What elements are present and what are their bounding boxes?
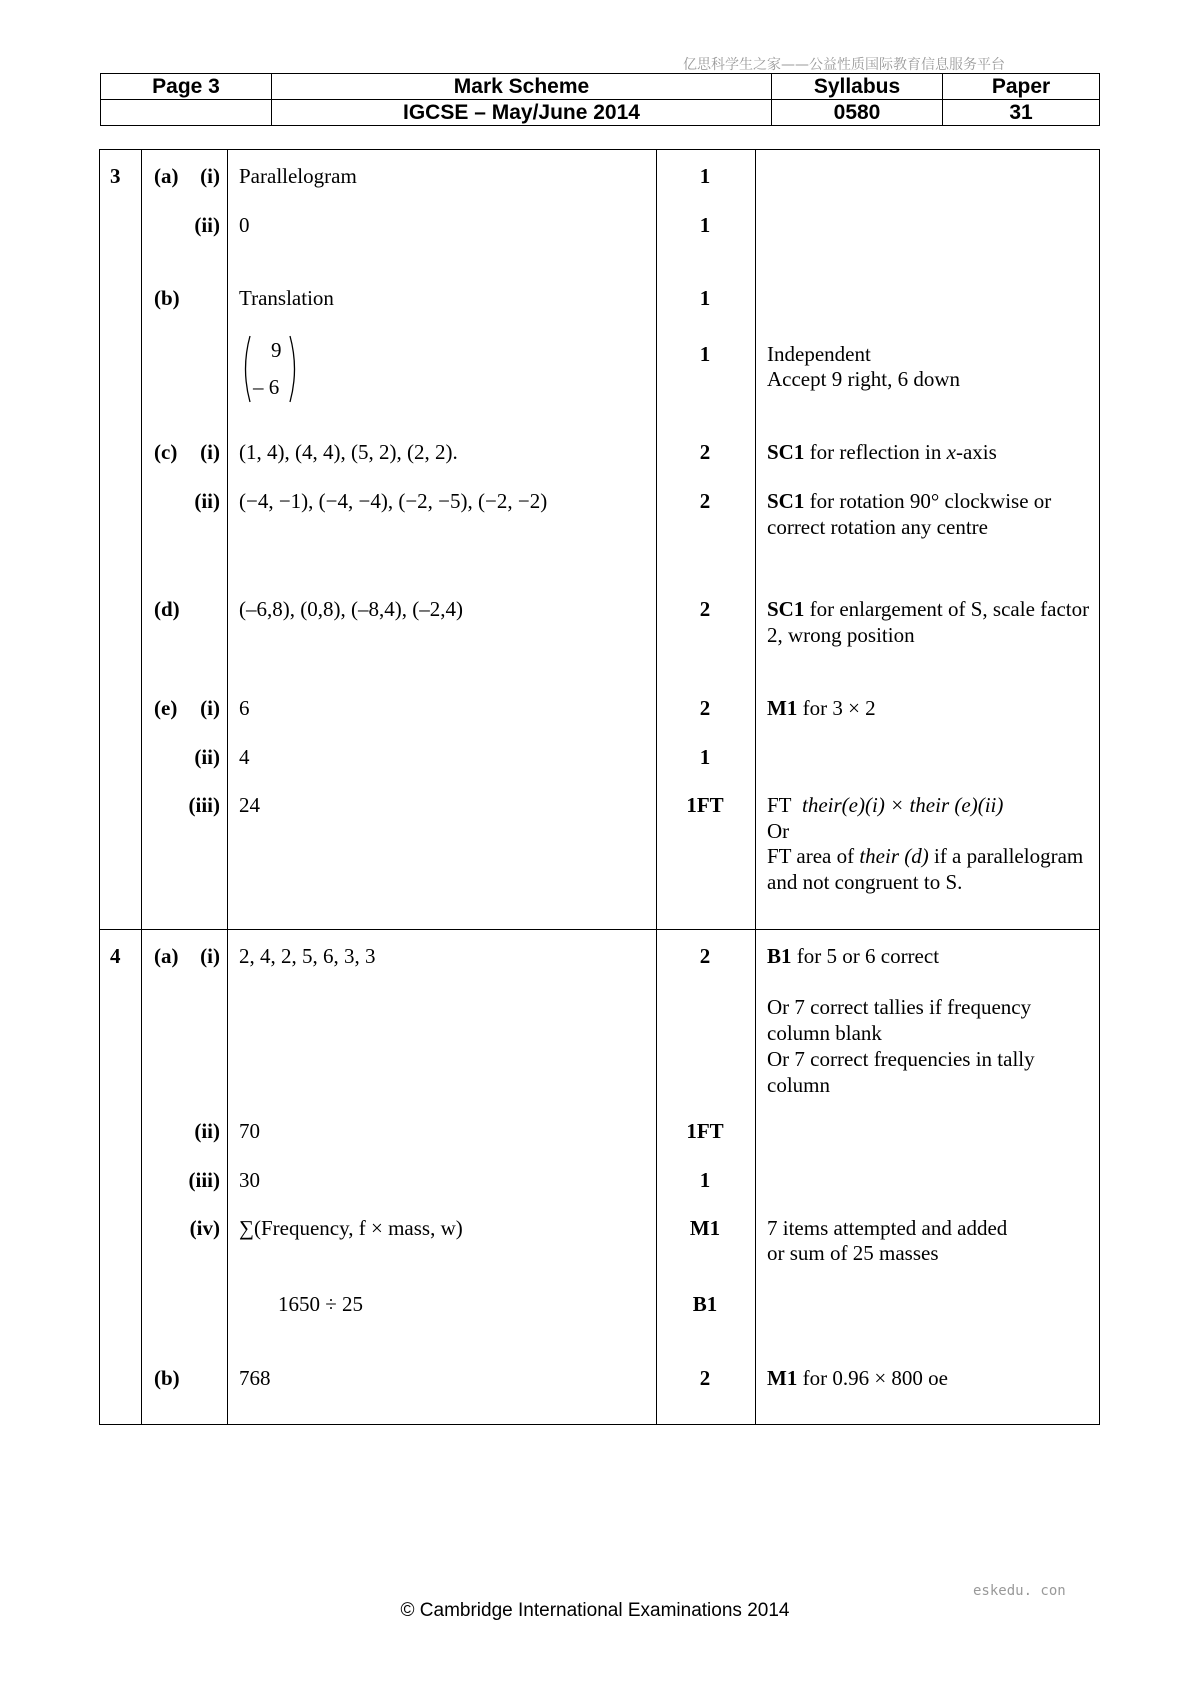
subpart-label: (iv)	[189, 1216, 220, 1240]
answer: 30	[239, 1168, 260, 1192]
subpart-label: (i)	[200, 440, 220, 464]
part-label: (d)	[154, 597, 180, 621]
mark: 1FT	[686, 793, 724, 817]
subpart-label: (ii)	[194, 489, 220, 513]
question-number: 4	[110, 944, 121, 968]
watermark-top: 亿思科学生之家——公益性质国际教育信息服务平台	[683, 57, 1005, 73]
subpart-label: (ii)	[194, 745, 220, 769]
comment: B1 for 5 or 6 correct	[767, 944, 940, 968]
comment: Or	[767, 819, 790, 843]
header-syllabus: 0580	[772, 100, 943, 126]
subpart-label: (ii)	[194, 213, 220, 237]
mark: 2	[699, 1366, 711, 1390]
mark: M1	[689, 1216, 721, 1240]
mark: 1	[699, 286, 711, 310]
answer: ∑(Frequency, f × mass, w)	[239, 1216, 463, 1240]
comment: Accept 9 right, 6 down	[767, 367, 961, 391]
answer: (1, 4), (4, 4), (5, 2), (2, 2).	[239, 440, 458, 464]
mark: 2	[699, 696, 711, 720]
mark: 1	[699, 213, 711, 237]
answer: 2, 4, 2, 5, 6, 3, 3	[239, 944, 376, 968]
comment: FT their(e)(i) × their (e)(ii)	[767, 793, 1004, 817]
subpart-label: (iii)	[188, 793, 220, 817]
mark: 1	[699, 164, 711, 188]
footer-copyright: © Cambridge International Examinations 2014	[400, 1600, 790, 1621]
mark: 2	[699, 944, 711, 968]
mark: 2	[699, 597, 711, 621]
answer: 4	[239, 745, 250, 769]
mark: 1	[699, 342, 711, 366]
comment: FT area of their (d) if a parallelogram and not congruent to S.	[767, 844, 1084, 894]
vector-top: 9	[271, 338, 282, 362]
answer: (–6,8), (0,8), (–8,4), (–2,4)	[239, 597, 463, 621]
mark: 2	[699, 440, 711, 464]
mark: 1	[699, 745, 711, 769]
part-label: (c)	[154, 440, 178, 464]
subpart-label: (i)	[200, 944, 220, 968]
answer: 0	[239, 213, 250, 237]
comment: SC1 for enlargement of S, scale factor 2, wrong position	[767, 597, 1090, 647]
comment: Independent	[767, 342, 871, 366]
part-label: (b)	[154, 286, 180, 310]
header-blank	[101, 100, 272, 126]
header-table	[100, 73, 1100, 126]
column-divider	[227, 149, 228, 1425]
question-number: 3	[110, 164, 121, 188]
row-divider	[99, 929, 1100, 930]
comment: or sum of 25 masses	[767, 1241, 939, 1265]
subpart-label: (ii)	[194, 1119, 220, 1143]
mark: B1	[692, 1292, 718, 1316]
comment: Or 7 correct tallies if frequency column blank	[767, 995, 1032, 1045]
mark: 1FT	[686, 1119, 724, 1143]
answer: 768	[239, 1366, 271, 1390]
comment: SC1 for reflection in x-axis	[767, 440, 997, 464]
mark: 1	[699, 1168, 711, 1192]
header-paper: 31	[943, 100, 1100, 126]
answer: 70	[239, 1119, 260, 1143]
subpart-label: (i)	[200, 164, 220, 188]
column-divider	[755, 149, 756, 1425]
header-title: Mark Scheme	[272, 74, 772, 100]
watermark-bottom: eskedu. con	[973, 1583, 1066, 1599]
part-label: (a)	[154, 944, 179, 968]
subpart-label: (iii)	[188, 1168, 220, 1192]
header-syllabus-label: Syllabus	[772, 74, 943, 100]
part-label: (b)	[154, 1366, 180, 1390]
comment: 7 items attempted and added	[767, 1216, 1008, 1240]
answer: (−4, −1), (−4, −4), (−2, −5), (−2, −2)	[239, 489, 548, 513]
header-exam: IGCSE – May/June 2014	[272, 100, 772, 126]
mark: 2	[699, 489, 711, 513]
header-page: Page 3	[101, 74, 272, 100]
comment: M1 for 0.96 × 800 oe	[767, 1366, 948, 1390]
answer: 1650 ÷ 25	[278, 1292, 364, 1316]
answer: Translation	[239, 286, 334, 310]
comment: M1 for 3 × 2	[767, 696, 876, 720]
comment: Or 7 correct frequencies in tally column	[767, 1047, 1035, 1097]
answer: 24	[239, 793, 260, 817]
vector-bottom: – 6	[253, 375, 280, 399]
answer: 6	[239, 696, 250, 720]
header-paper-label: Paper	[943, 74, 1100, 100]
part-label: (a)	[154, 164, 179, 188]
comment: SC1 for rotation 90° clockwise or correct rotation any centre	[767, 489, 1052, 539]
answer: Parallelogram	[239, 164, 357, 188]
part-label: (e)	[154, 696, 178, 720]
subpart-label: (i)	[200, 696, 220, 720]
